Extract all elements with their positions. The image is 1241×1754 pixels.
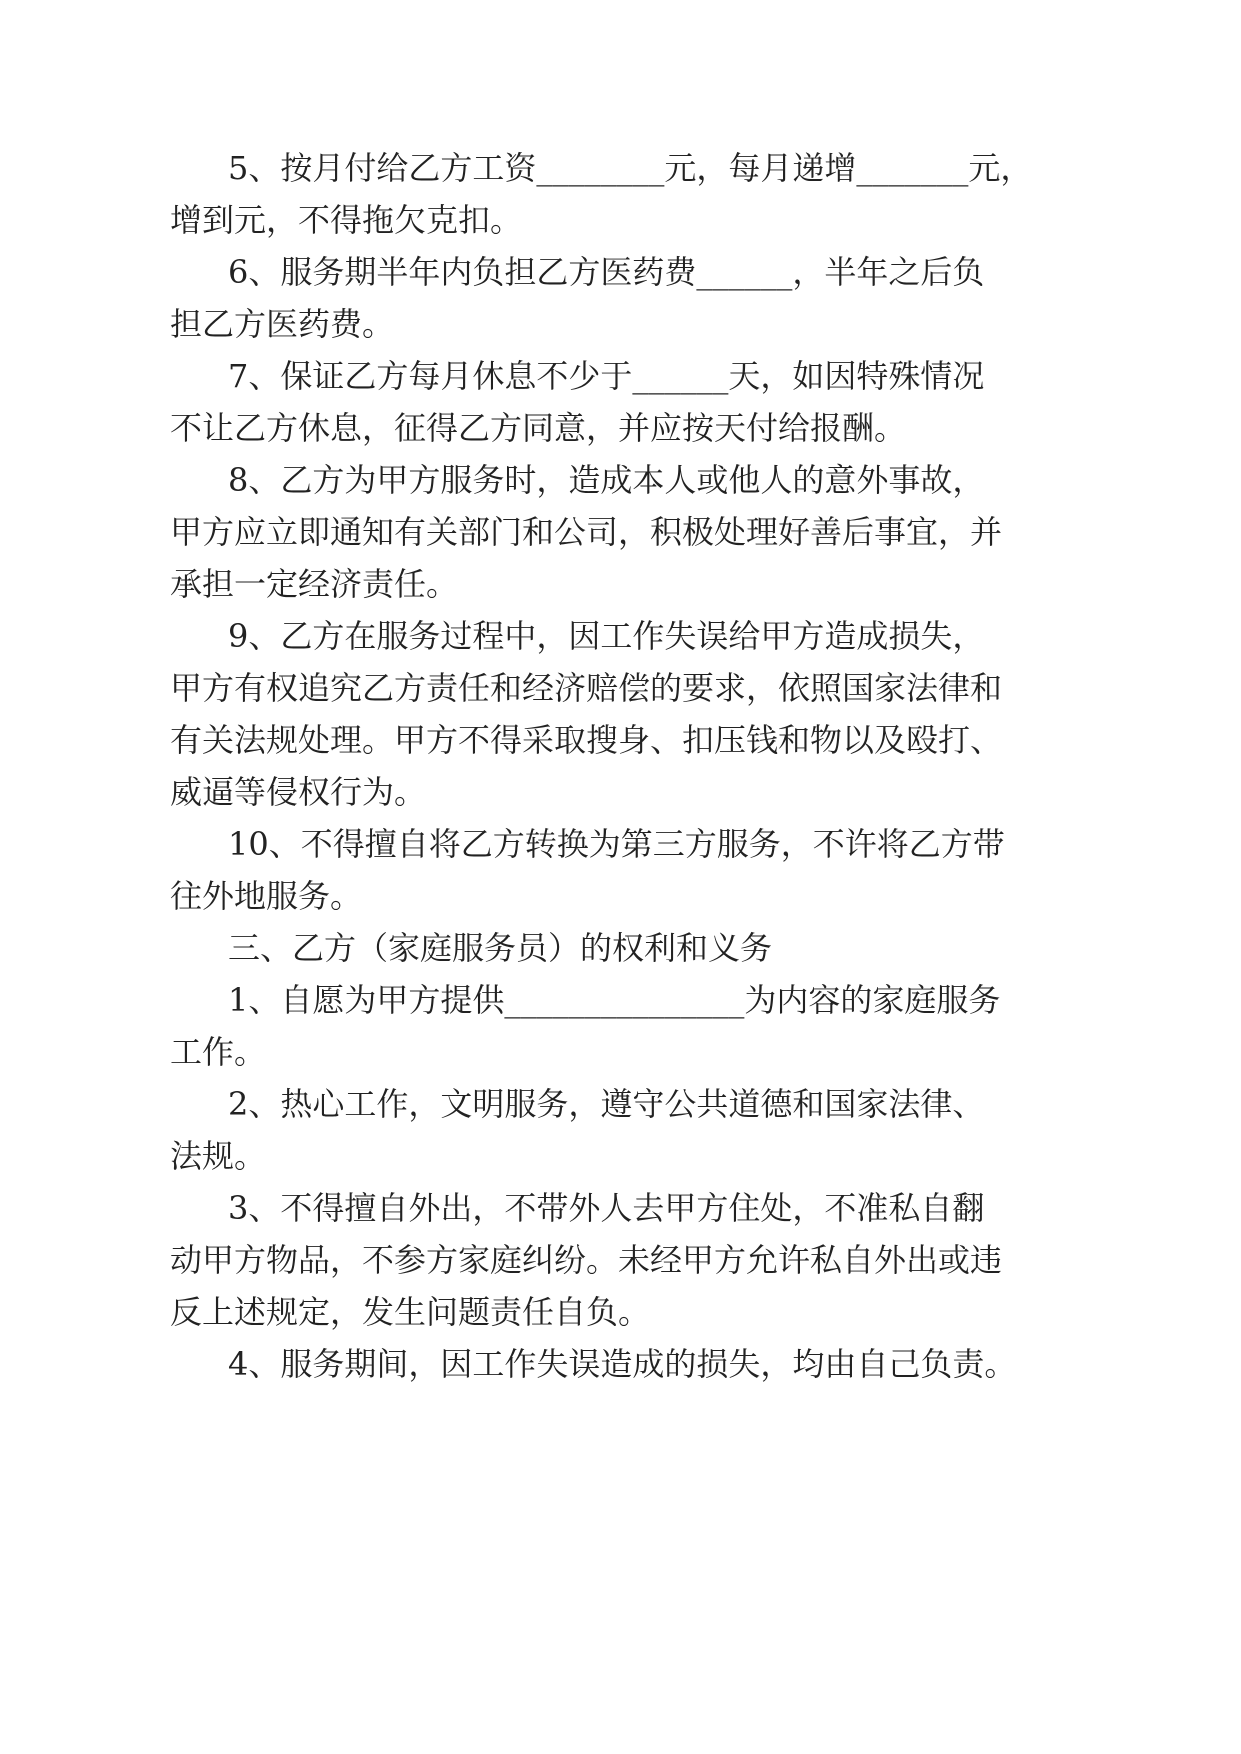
clause-10-line-2: 往外地服务。 [170,877,363,915]
duty-4-line-1: 4、服务期间，因工作失误造成的损失，均由自己负责。 [228,1345,1017,1383]
duty-3-line-2: 动甲方物品，不参方家庭纠纷。未经甲方允许私自外出或违 [170,1241,1003,1279]
section-3-heading: 三、乙方（家庭服务员）的权利和义务 [228,929,773,967]
duty-2-line-2: 法规。 [170,1137,267,1175]
clause-9-line-3: 有关法规处理。甲方不得采取搜身、扣压钱和物以及殴打、 [170,721,1003,759]
clause-5-line-2: 增到元，不得拖欠克扣。 [170,201,523,239]
clause-9-line-4: 威逼等侵权行为。 [170,773,427,811]
clause-7-line-1: 7、保证乙方每月休息不少于______天，如因特殊情况 [228,357,985,395]
clause-8-line-2: 甲方应立即通知有关部门和公司，积极处理好善后事宜，并 [170,513,1003,551]
duty-3-line-3: 反上述规定，发生问题责任自负。 [170,1293,651,1331]
clause-8-line-3: 承担一定经济责任。 [170,565,459,603]
clause-8-line-1: 8、乙方为甲方服务时，造成本人或他人的意外事故， [228,461,985,499]
clause-7-line-2: 不让乙方休息，征得乙方同意，并应按天付给报酬。 [170,409,907,447]
clause-9-line-2: 甲方有权追究乙方责任和经济赔偿的要求，依照国家法律和 [170,669,1003,707]
clause-6-line-2: 担乙方医药费。 [170,305,395,343]
clause-6-line-1: 6、服务期半年内负担乙方医药费______，半年之后负 [228,253,985,291]
clause-9-line-1: 9、乙方在服务过程中，因工作失误给甲方造成损失， [228,617,985,655]
duty-2-line-1: 2、热心工作，文明服务，遵守公共道德和国家法律、 [228,1085,985,1123]
clause-5-line-1: 5、按月付给乙方工资________元，每月递增_______元， [228,149,1033,187]
duty-3-line-1: 3、不得擅自外出，不带外人去甲方住处，不准私自翻 [228,1189,985,1227]
duty-1-line-2: 工作。 [170,1033,267,1071]
duty-1-line-1: 1、自愿为甲方提供_______________为内容的家庭服务 [228,981,1001,1019]
clause-10-line-1: 10、不得擅自将乙方转换为第三方服务，不许将乙方带 [228,825,1005,863]
